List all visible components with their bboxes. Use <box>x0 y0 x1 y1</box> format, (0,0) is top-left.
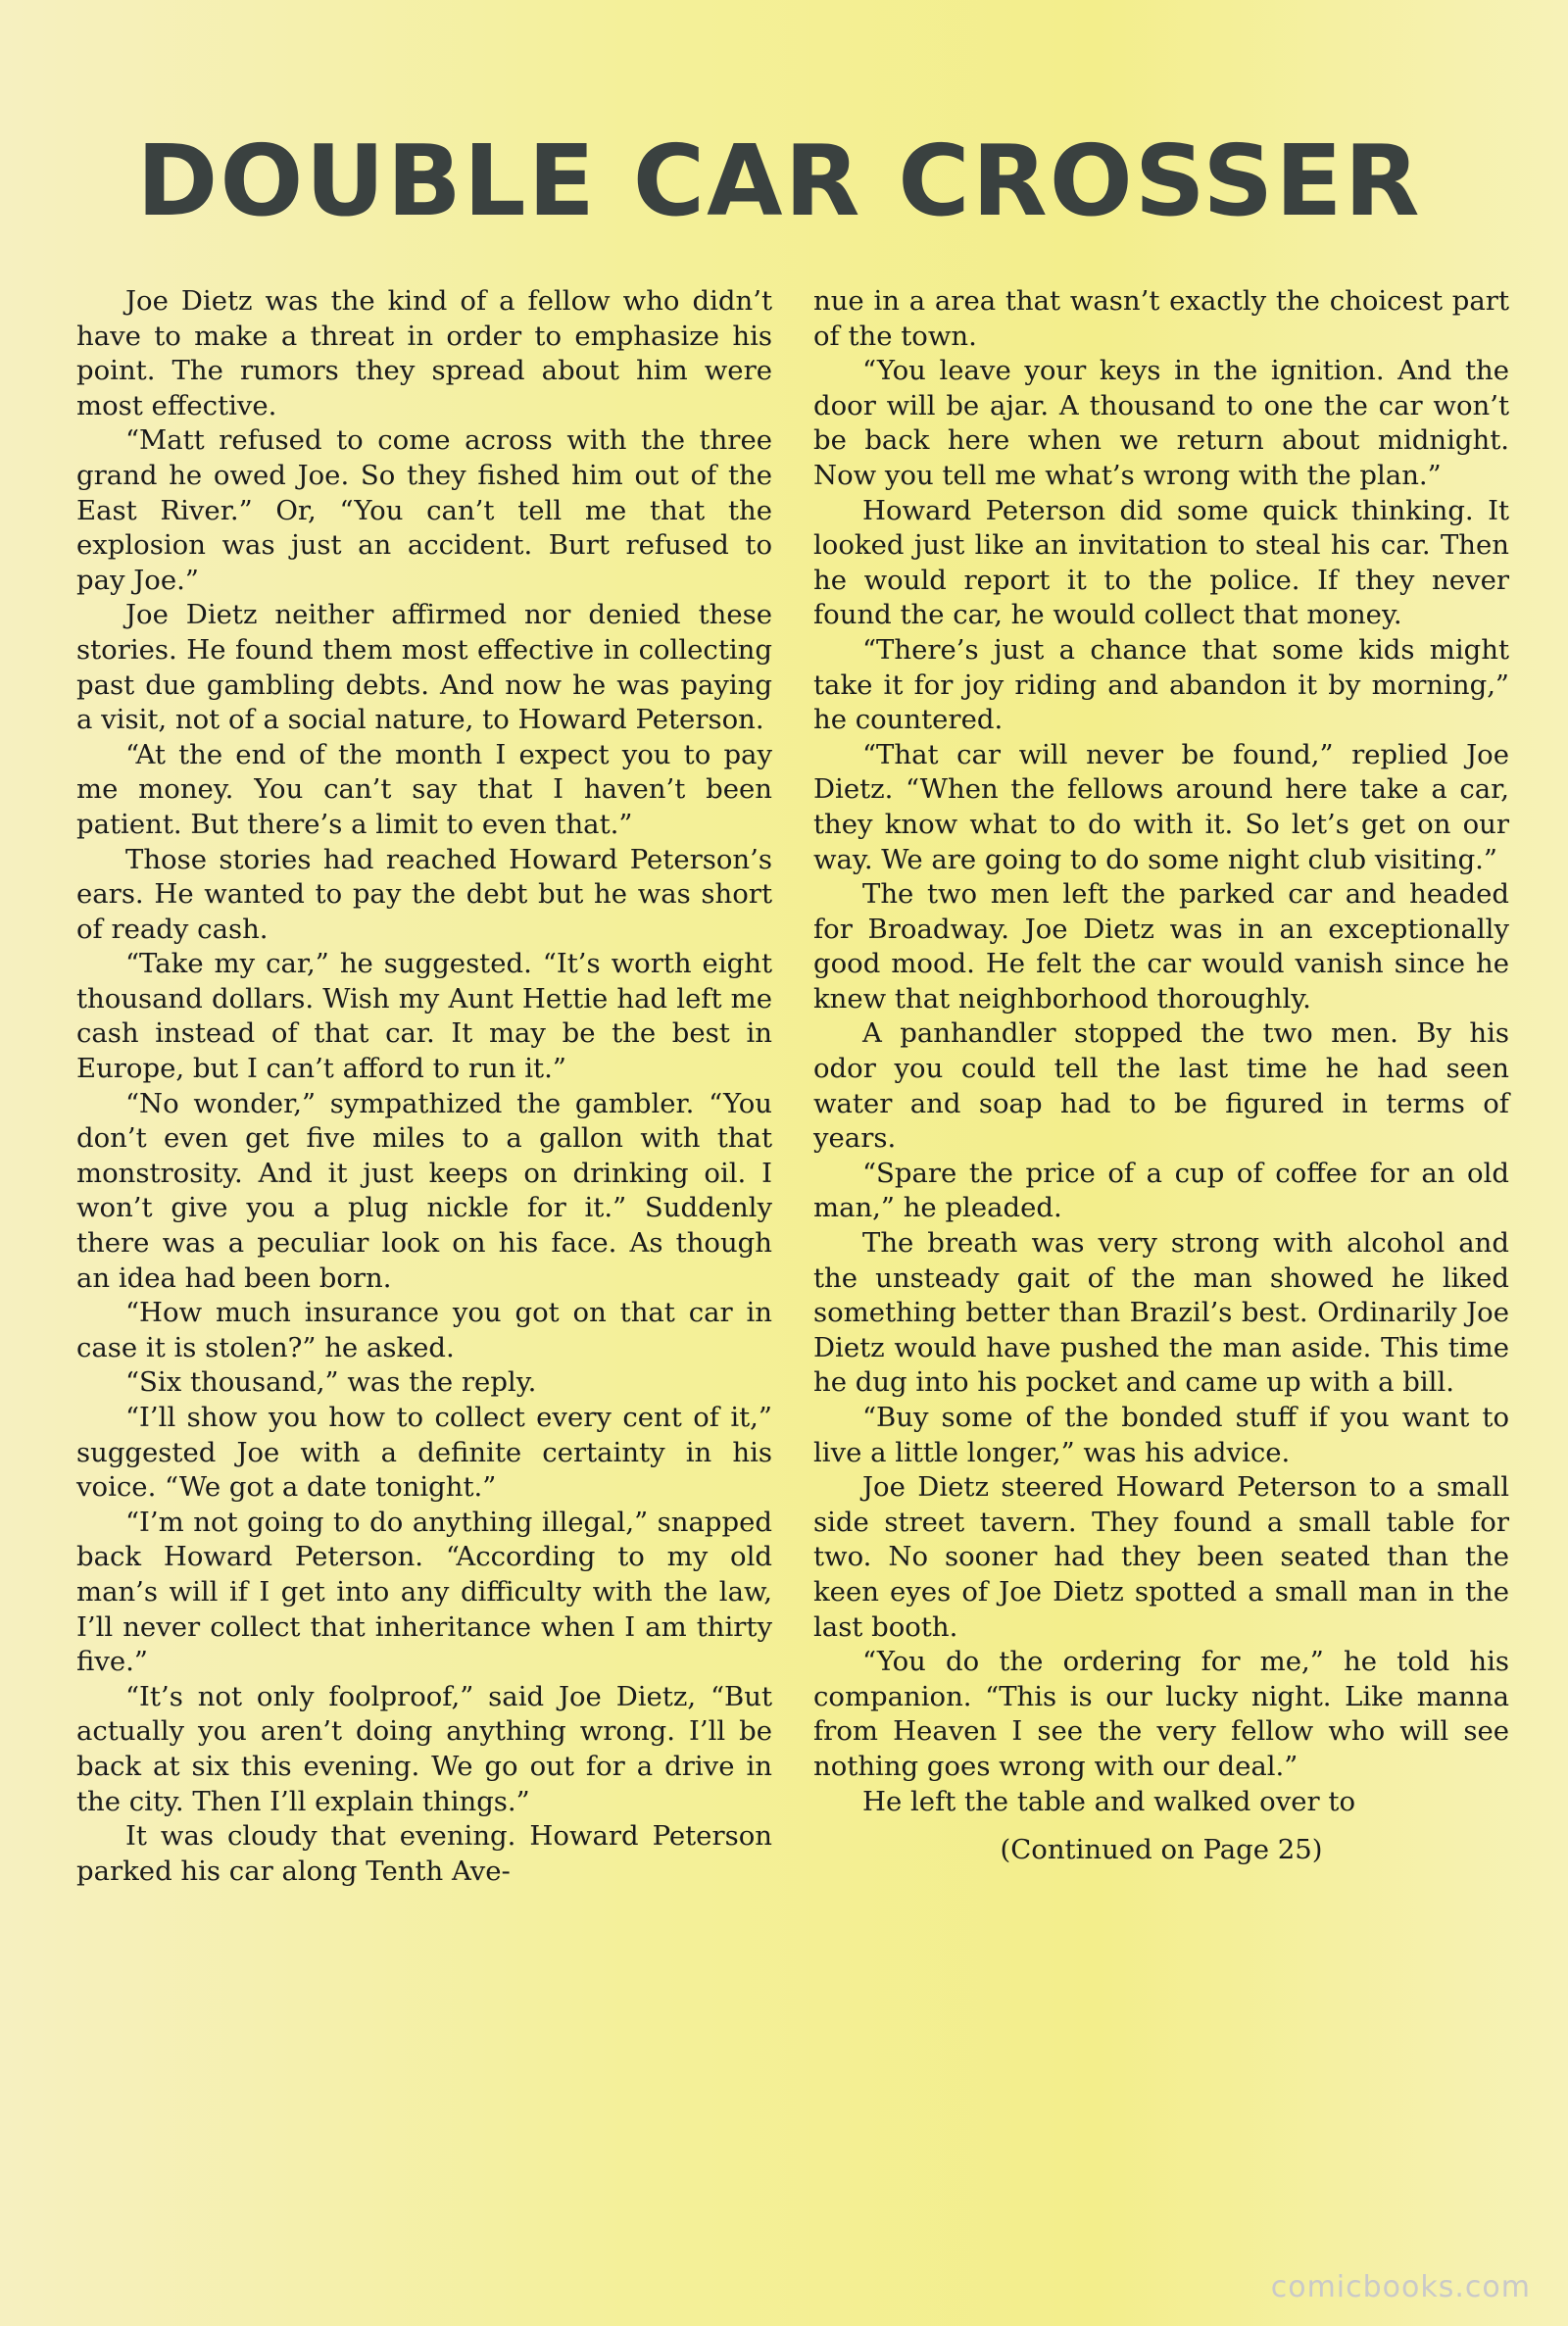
paragraph: “How much insurance you got on that car in case it is stolen?” he asked. <box>76 1297 772 1363</box>
paragraph: “You do the ordering for me,” he told his companion. “This is our lucky night. Like manna from Heaven I see the very fellow who will see nothing goes wrong with our deal.” <box>813 1646 1509 1782</box>
paragraph: “Matt refused to come across with the three grand he owed Joe. So they fished him out of the East River.” Or, “You can’t tell me that the explosion was just an accident. Burt refused to pay Joe.” <box>76 424 772 596</box>
paragraph: “Buy some of the bonded stuff if you want to live a little longer,” was his advice. <box>813 1402 1509 1468</box>
paragraph: “No wonder,” sympathized the gambler. “You don’t even get five miles to a gallon with that monstrosity. And it just keeps on drinking oil. I won’t give you a plug nickle for it.” Suddenly there was a peculiar look on his face. As though an idea had been born. <box>76 1087 772 1294</box>
watermark: comicbooks.com <box>1270 2270 1531 2304</box>
left-column <box>76 284 772 1889</box>
paragraph: “Take my car,” he suggested. “It’s worth eight thousand dollars. Wish my Aunt Hettie had left me cash instead of that car. It may be the best in Europe, but I can’t afford to run it.” <box>76 948 772 1085</box>
paragraph: “It’s not only foolproof,” said Joe Dietz, “But actually you aren’t doing anything wrong. I’ll be back at six this evening. We go out for a drive in the city. Then I’ll explain things.” <box>76 1680 772 1817</box>
paragraph: Those stories had reached Howard Peterson’s ears. He wanted to pay the debt but he was short of ready cash. <box>76 843 772 945</box>
paragraph: Joe Dietz steered Howard Peterson to a small side street tavern. They found a small table for two. No sooner had they been seated than the keen eyes of Joe Dietz spotted a small man in the last booth. <box>813 1471 1509 1643</box>
paragraph: “Spare the price of a cup of coffee for an old man,” he pleaded. <box>813 1157 1509 1224</box>
paragraph: The two men left the parked car and headed for Broadway. Joe Dietz was in an exceptionally good mood. He felt the car would vanish since he knew that neighborhood thoroughly. <box>813 878 1509 1015</box>
paragraph: Joe Dietz was the kind of a fellow who didn’t have to make a threat in order to emphasize his point. The rumors they spread about him were most effective. <box>76 285 772 421</box>
paragraph: He left the table and walked over to <box>862 1785 1356 1817</box>
paragraph: “That car will never be found,” replied Joe Dietz. “When the fellows around here take a car, they know what to do with it. So let’s get on our way. We are going to do some night club visiting.” <box>813 738 1509 875</box>
paragraph: A panhandler stopped the two men. By his odor you could tell the last time he had seen water and soap had to be figured in terms of years. <box>813 1017 1509 1155</box>
paragraph: Howard Peterson did some quick thinking. It looked just like an invitation to steal his car. Then he would report it to the police. If they never found the car, he would collect that money. <box>813 494 1509 631</box>
right-column <box>813 284 1509 1868</box>
paragraph: “I’m not going to do anything illegal,” snapped back Howard Peterson. “According to my old man’s will if I get into any difficulty with the law, I’ll never collect that inheritance when I am thirty five.” <box>76 1506 772 1678</box>
continued-notice: (Continued on Page 25) <box>1000 1834 1323 1866</box>
paragraph-continuation: nue in a area that wasn’t exactly the choicest part of the town. <box>813 285 1509 352</box>
paragraph: Joe Dietz neither affirmed nor denied these stories. He found them most effective in collecting past due gambling debts. And now he was paying a visit, not of a social nature, to Howard Peterson. <box>76 599 772 736</box>
story-title: DOUBLE CAR CROSSER <box>136 124 1422 238</box>
paragraph: “You leave your keys in the ignition. And the door will be ajar. A thousand to one the car won’t be back here when we return about midnight. Now you tell me what’s wrong with the plan.” <box>813 355 1509 491</box>
paragraph: “There’s just a chance that some kids might take it for joy riding and abandon it by morning,” he countered. <box>813 633 1509 736</box>
paragraph: “At the end of the month I expect you to pay me money. You can’t say that I haven’t been patient. But there’s a limit to even that.” <box>76 738 772 840</box>
paragraph: “I’ll show you how to collect every cent of it,” suggested Joe with a definite certainty in his voice. “We got a date tonight.” <box>76 1402 772 1504</box>
paragraph: It was cloudy that evening. Howard Peterson parked his car along Tenth Ave- <box>76 1820 772 1887</box>
paragraph: The breath was very strong with alcohol and the unsteady gait of the man showed he liked something better than Brazil’s best. Ordinarily Joe Dietz would have pushed the man aside. This time he dug into his pocket and came up with a bill. <box>813 1227 1509 1399</box>
paragraph: “Six thousand,” was the reply. <box>125 1366 537 1399</box>
